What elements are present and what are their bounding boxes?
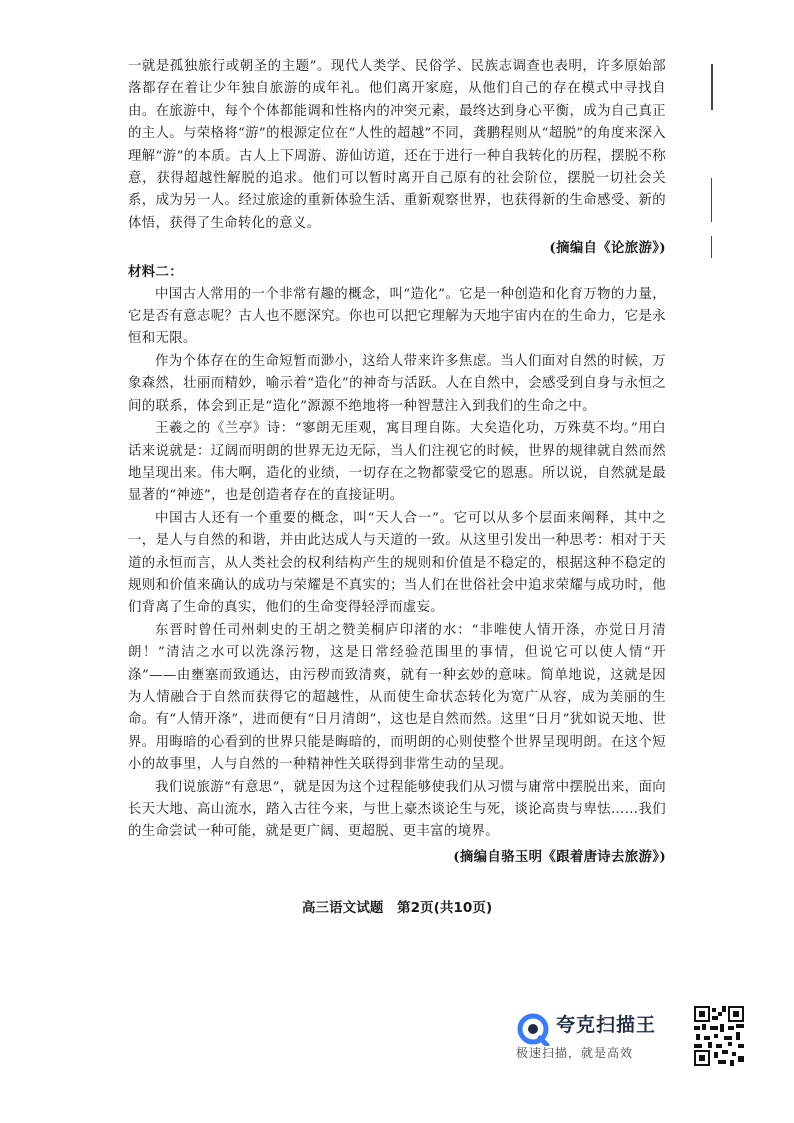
material2-paragraph: 王羲之的《兰亭》诗：“寥朗无厓观，寓目理自陈。大矣造化功，万殊莫不均。”用白话来说就是：辽阔而明朗的世界无边无际，当人们注视它的时候，世界的规律就自然而然地呈现出来。伟大啊，造化的业绩，一切存在之物都蒙受它的恩惠。所以说，自然就是最显著的“神迹”，也是创造者存在的直接证明。 <box>128 421 666 504</box>
material2-paragraph: 作为个体存在的生命短暂而渺小，这给人带来许多焦虑。当人们面对自然的时候，万象森然，壮丽而精妙，喻示着“造化”的神奇与活跃。人在自然中，会感受到自身与永恒之间的联系，体会到正是“造化”源源不绝地将一种智慧注入到我们的生命之中。 <box>128 353 666 414</box>
material2-paragraph: 我们说旅游“有意思”，就是因为这个过程能够使我们从习惯与庸常中摆脱出来，面向长天大地、高山流水，踏入古往今来，与世上豪杰谈论生与死，谈论高贵与卑怯……我们的生命尝试一种可能，就是更广阔、更超脱、更丰富的境界。 <box>128 779 666 840</box>
page-footer: 高三语文试题 第2页(共10页) <box>301 900 493 916</box>
material2-heading: 材料二： <box>128 264 183 281</box>
material1-tail-paragraph: 一就是孤独旅行或朝圣的主题”。现代人类学、民俗学、民族志调查也表明，许多原始部落都存在着让少年独自旅游的成年礼。他们离开家庭，从他们自己的存在模式中寻找自由。在旅游中，每个个体都能调和性格内的冲突元素，最终达到身心平衡，成为自己真正的主人。与荣格将“游”的根源定位在“人性的超越”不同，龚鹏程则从“超脱”的角度来深入理解“游”的本质。古人上下周游、游仙访道，还在于进行一种自我转化的历程，摆脱不称意，获得超越性解脱的追求。他们可以暂时离开自己原有的社会阶位，摆脱一切社会关系，成为另一人。经过旅途的重新体验生活、重新观察世界，也获得新的生命感受、新的体悟，获得了生命转化的意义。 <box>128 59 666 231</box>
material2-paragraph: 东晋时曾任司州刺史的王胡之赞美桐庐印渚的水：“非唯使人情开涤，亦觉日月清朗！”清洁之水可以洗涤污物，这是日常经验范围里的事情，但说它可以使人情“开涤”——由壅塞而致通达，由污秽而致清爽，就有一种玄妙的意味。简单地说，这就是因为人情融合于自然而获得它的超越性，从而使生命状态转化为宽广从容，成为美丽的生命。有“人情开涤”，进而便有“日月清朗”，这也是自然而然。这里“日月”犹如说天地、世界。用晦暗的心看到的世界只能是晦暗的，而明朗的心则使整个世界呈现明朗。在这个短小的故事里，人与自然的一种精神性关联得到非常生动的呈现。 <box>128 622 666 773</box>
material2-paragraph: 中国古人还有一个重要的概念，叫“天人合一”。它可以从多个层面来阐释，其中之一，是人与自然的和谐，并由此达成人与天道的一致。从这里引发出一种思考：相对于天道的永恒而言，从人类社会的权利结构产生的规则和价值是不稳定的，根据这种不稳定的规则和价值来确认的成功与荣耀是不真实的；当人们在世俗社会中追求荣耀与成功时，他们背离了生命的真实，他们的生命变得轻浮而虚妄。 <box>128 510 666 616</box>
exam-text-body <box>128 56 666 870</box>
material2-source: (摘编自骆玉明《跟着唐诗去旅游》) <box>453 848 666 865</box>
scan-margin-mark <box>711 236 712 258</box>
quark-logo-icon <box>516 1012 550 1046</box>
scan-margin-mark <box>711 64 713 110</box>
material2-paragraph: 中国古人常用的一个非常有趣的概念，叫“造化”。它是一种创造和化育万物的力量，它是否有意志呢？古人也不愿深究。你也可以把它理解为天地宇宙内在的生命力，它是永恒和无限。 <box>128 286 666 347</box>
brand-name: 夸克扫描王 <box>556 1014 657 1036</box>
scan-margin-mark <box>711 178 712 222</box>
material1-source: (摘编自《论旅游》) <box>549 240 666 257</box>
qr-code-icon <box>694 1006 744 1066</box>
brand-slogan: 极速扫描，就是高效 <box>516 1046 634 1060</box>
scanner-watermark <box>516 1008 696 1068</box>
